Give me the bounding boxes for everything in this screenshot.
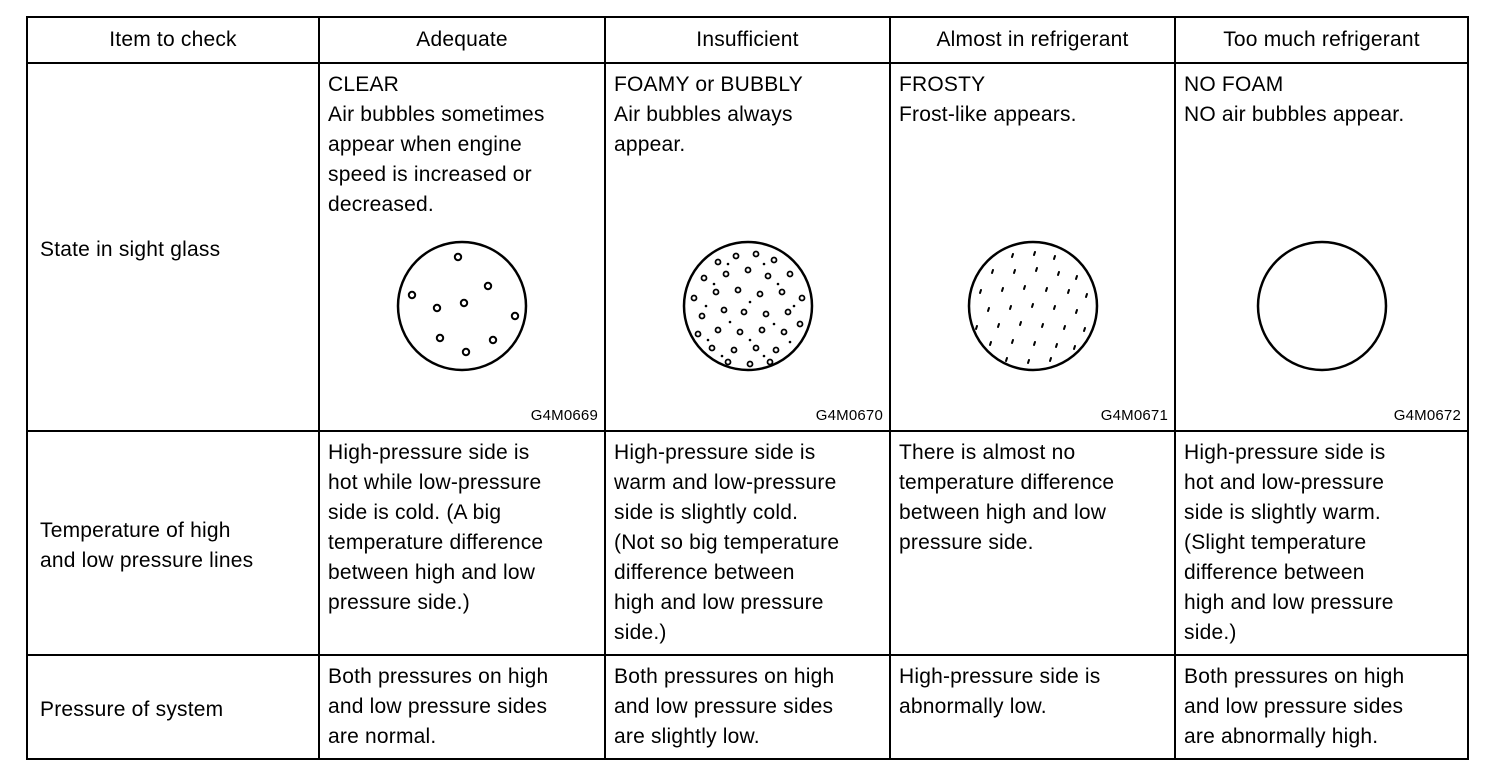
temperature-cell-too-much-refrigerant — [1175, 431, 1468, 655]
cell-line: between high and low — [328, 561, 536, 584]
cell-line: side is slightly cold. — [614, 501, 799, 524]
sight-cell-adequate — [319, 63, 605, 431]
cell-line: FROSTY — [899, 73, 986, 96]
row-label-sight-glass: State in sight glass — [27, 63, 319, 431]
header-too-much-refrigerant: Too much refrigerant — [1175, 17, 1468, 63]
cell-line: speed is increased or — [328, 163, 532, 186]
cell-line: side is slightly warm. — [1184, 501, 1381, 524]
cell-line: NO air bubbles appear. — [1184, 103, 1405, 126]
sight-glass-frosty-icon — [963, 240, 1103, 376]
cell-line: side.) — [1184, 621, 1237, 644]
sight-glass-clear-icon — [1252, 240, 1392, 376]
cell-line: High-pressure side is — [899, 665, 1101, 688]
cell-line: FOAMY or BUBBLY — [614, 73, 803, 96]
cell-line: (Not so big temperature — [614, 531, 840, 554]
cell-line: High-pressure side is — [1184, 441, 1386, 464]
cell-line: and low pressure sides — [614, 695, 834, 718]
cell-line: hot while low-pressure — [328, 471, 542, 494]
cell-line: abnormally low. — [899, 695, 1047, 718]
row-label-temperature — [27, 431, 319, 655]
cell-line: are normal. — [328, 725, 437, 748]
sight-glass-bubbles-icon — [392, 240, 532, 376]
temperature-cell-insufficient — [605, 431, 890, 655]
cell-line: appear. — [614, 133, 686, 156]
cell-line: decreased. — [328, 193, 434, 216]
cell-line: NO FOAM — [1184, 73, 1284, 96]
cell-line: side is cold. (A big — [328, 501, 502, 524]
cell-line: High-pressure side is — [328, 441, 530, 464]
header-almost-in-refrigerant: Almost in refrigerant — [890, 17, 1175, 63]
cell-line: There is almost no — [899, 441, 1076, 464]
cell-line: hot and low-pressure — [1184, 471, 1385, 494]
pressure-cell-too-much-refrigerant — [1175, 655, 1468, 759]
cell-line: temperature difference — [899, 471, 1115, 494]
row-label-line: and low pressure lines — [40, 549, 254, 572]
sight-glass-foamy-icon — [678, 240, 818, 376]
row-label-pressure: Pressure of system — [27, 655, 319, 759]
sight-cell-insufficient — [605, 63, 890, 431]
temperature-cell-adequate — [319, 431, 605, 655]
figure-code: G4M0670 — [815, 407, 883, 424]
cell-line: between high and low — [899, 501, 1107, 524]
cell-line: warm and low-pressure — [614, 471, 837, 494]
cell-line: appear when engine — [328, 133, 522, 156]
cell-line: Both pressures on high — [614, 665, 835, 688]
sight-glass-row — [27, 63, 1468, 431]
cell-line: are slightly low. — [614, 725, 760, 748]
cell-line: pressure side. — [899, 531, 1034, 554]
pressure-cell-insufficient — [605, 655, 890, 759]
cell-line: high and low pressure — [614, 591, 824, 614]
header-item-to-check: Item to check — [27, 17, 319, 63]
refrigerant-check-table — [26, 16, 1469, 760]
pressure-cell-almost-in-refrigerant — [890, 655, 1175, 759]
cell-line: are abnormally high. — [1184, 725, 1379, 748]
cell-line: temperature difference — [328, 531, 544, 554]
cell-line: Both pressures on high — [1184, 665, 1405, 688]
temperature-row — [27, 431, 1468, 655]
temperature-cell-almost-in-refrigerant — [890, 431, 1175, 655]
sight-cell-too-much-refrigerant — [1175, 63, 1468, 431]
header-row — [27, 17, 1468, 63]
figure-code: G4M0669 — [530, 407, 598, 424]
sight-cell-almost-in-refrigerant — [890, 63, 1175, 431]
header-insufficient: Insufficient — [605, 17, 890, 63]
cell-line: Frost-like appears. — [899, 103, 1077, 126]
cell-line: side.) — [614, 621, 667, 644]
figure-code: G4M0672 — [1393, 407, 1461, 424]
cell-line: CLEAR — [328, 73, 400, 96]
pressure-row — [27, 655, 1468, 759]
cell-line: high and low pressure — [1184, 591, 1394, 614]
cell-line: difference between — [1184, 561, 1365, 584]
cell-line: pressure side.) — [328, 591, 470, 614]
cell-line: Air bubbles sometimes — [328, 103, 545, 126]
figure-code: G4M0671 — [1100, 407, 1168, 424]
cell-line: Both pressures on high — [328, 665, 549, 688]
cell-line: and low pressure sides — [1184, 695, 1404, 718]
cell-line: Air bubbles always — [614, 103, 793, 126]
cell-line: (Slight temperature — [1184, 531, 1367, 554]
header-adequate: Adequate — [319, 17, 605, 63]
pressure-cell-adequate — [319, 655, 605, 759]
row-label-line: Temperature of high — [40, 519, 231, 542]
cell-line: and low pressure sides — [328, 695, 548, 718]
cell-line: difference between — [614, 561, 795, 584]
cell-line: High-pressure side is — [614, 441, 816, 464]
